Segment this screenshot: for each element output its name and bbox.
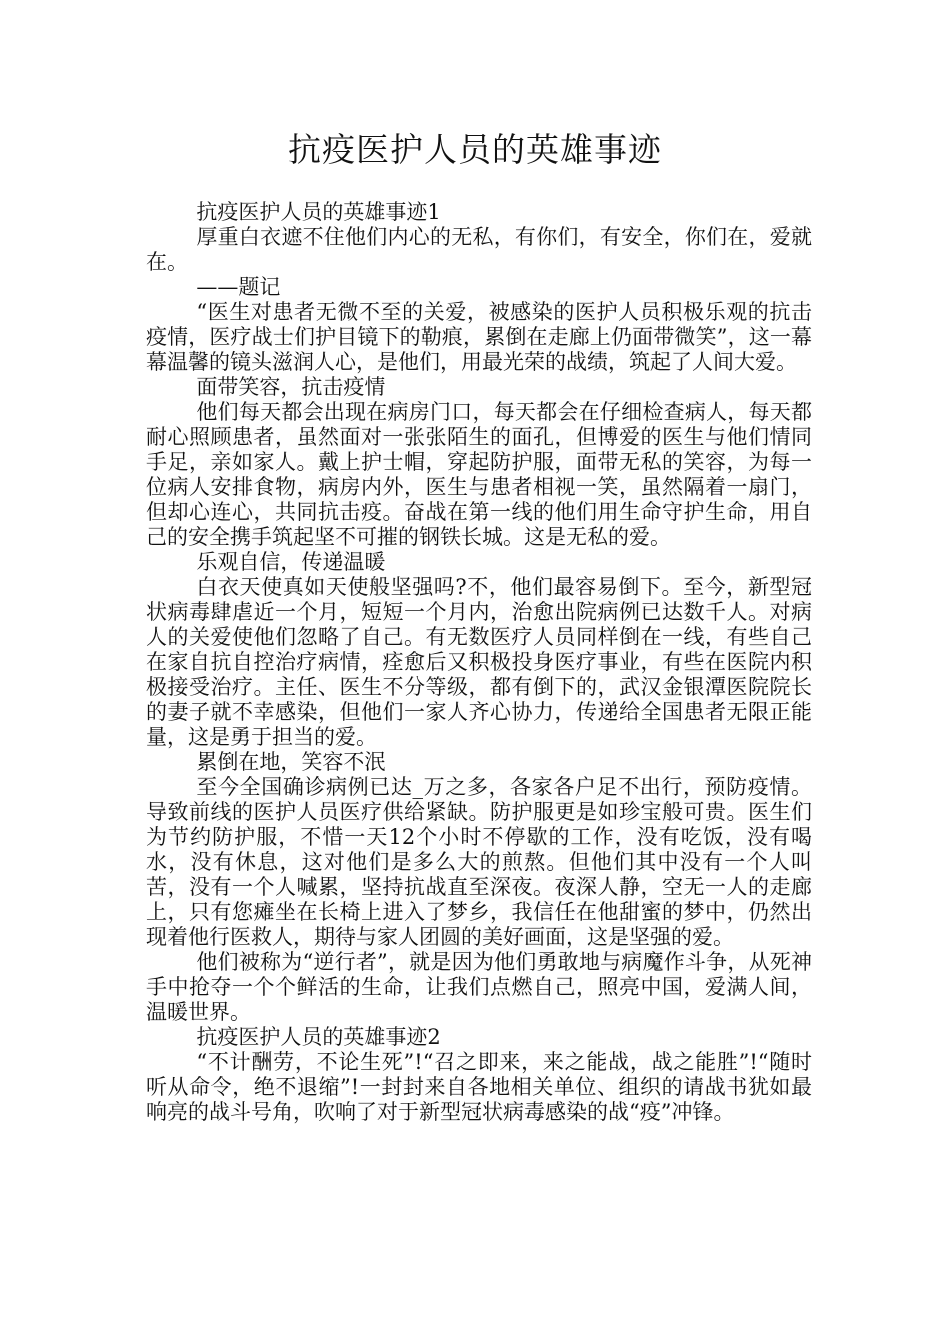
subheading: 乐观自信，传递温暖 — [196, 550, 386, 574]
paragraph: 他们被称为“逆行者”，就是因为他们勇敢地与病魔作斗争，从死神手中抢夺一个个鲜活的生命，让我们点燃自己，照亮中国，爱满人间，温暖世界。 — [146, 950, 812, 1024]
paragraph: 他们每天都会出现在病房门口，每天都会在仔细检查病人，每天都耐心照顾患者，虽然面对一张张陌生的面孔，但博爱的医生与他们情同手足，亲如家人。戴上护士帽，穿起防护服，面带无私的笑容，为每一位病人安排食物，病房内外，医生与患者相视一笑，虽然隔着一扇门，但却心连心，共同抗击疫。奋战在第一线的他们用生命守护生命，用自己的安全携手筑起坚不可摧的钢铁长城。这是无私的爱。 — [146, 400, 812, 549]
section-heading-1: 抗疫医护人员的英雄事迹1 — [196, 200, 441, 224]
epigraph-label: ——题记 — [196, 275, 281, 299]
paragraph: “不计酬劳，不论生死”!“召之即来，来之能战，战之能胜”!“随时听从命令，绝不退缩”!一封封来自各地相关单位、组织的请战书犹如最响亮的战斗号角，吹响了对于新型冠状病毒感染的战“疫”冲锋。 — [146, 1050, 812, 1124]
subheading: 面带笑容，抗击疫情 — [196, 375, 386, 399]
document-body — [146, 200, 812, 1125]
paragraph: 厚重白衣遮不住他们内心的无私，有你们，有安全，你们在，爱就在。 — [146, 225, 812, 274]
section-heading-2: 抗疫医护人员的英雄事迹2 — [196, 1025, 441, 1049]
subheading: 累倒在地，笑容不泯 — [196, 750, 386, 774]
paragraph: 至今全国确诊病例已达_万之多，各家各户足不出行，预防疫情。导致前线的医护人员医疗供给紧缺。防护服更是如珍宝般可贵。医生们为节约防护服，不惜一天12个小时不停歇的工作，没有吃饭，没有喝水，没有休息，这对他们是多么大的煎熬。但他们其中没有一个人叫苦，没有一个人喊累，坚持抗战直至深夜。夜深人静，空无一人的走廊上，只有您瘫坐在长椅上进入了梦乡，我信任在他甜蜜的梦中，仍然出现着他行医救人，期待与家人团圆的美好画面，这是坚强的爱。 — [146, 775, 812, 949]
paragraph: “医生对患者无微不至的关爱，被感染的医护人员积极乐观的抗击疫情，医疗战士们护目镜下的勒痕，累倒在走廊上仍面带微笑”，这一幕幕温馨的镜头滋润人心，是他们，用最光荣的战绩，筑起了人间大爱。 — [146, 300, 812, 374]
document-title: 抗疫医护人员的英雄事迹 — [288, 130, 662, 169]
paragraph: 白衣天使真如天使般坚强吗?不，他们最容易倒下。至今，新型冠状病毒肆虐近一个月，短短一个月内，治愈出院病例已达数千人。对病人的关爱使他们忽略了自己。有无数医疗人员同样倒在一线，有些自己在家自抗自控治疗病情，痊愈后又积极投身医疗事业，有些在医院内积极接受治疗。主任、医生不分等级，都有倒下的，武汉金银潭医院院长的妻子就不幸感染，但他们一家人齐心协力，传递给全国患者无限正能量，这是勇于担当的爱。 — [146, 575, 812, 749]
